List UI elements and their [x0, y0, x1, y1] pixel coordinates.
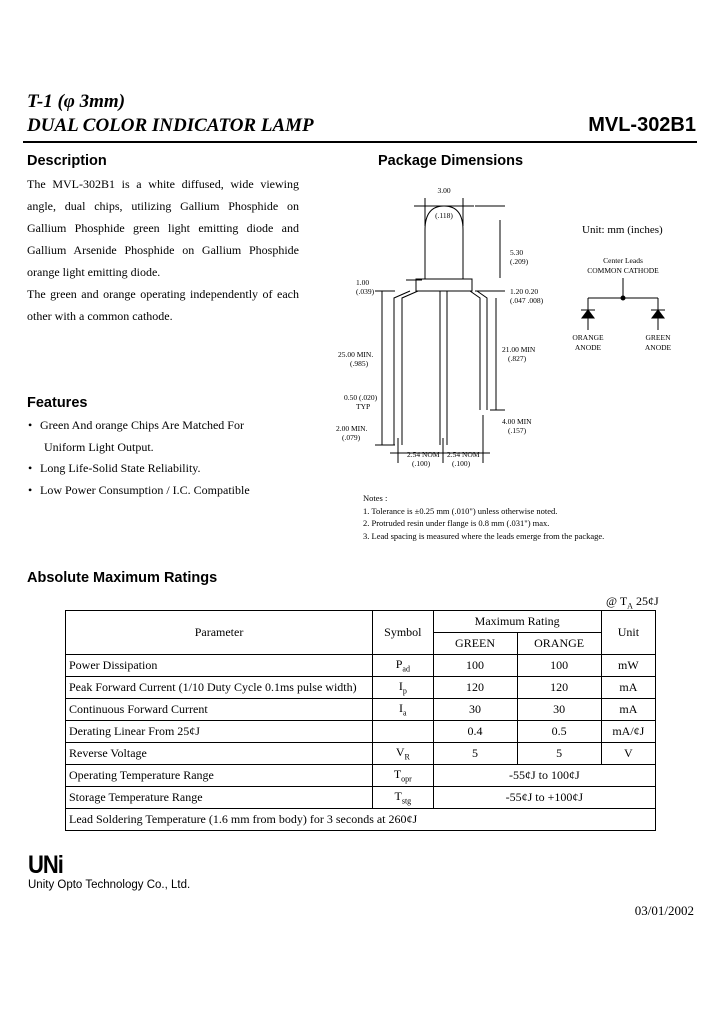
- circuit-orange-anode: ANODE: [574, 343, 602, 352]
- notes-heading: Notes :: [363, 493, 388, 503]
- cell-param: Storage Temperature Range: [66, 787, 373, 809]
- table-row: [66, 765, 656, 787]
- cell-orange: 120: [517, 677, 601, 699]
- dim-lead-min: 2.00 MIN.: [336, 424, 368, 433]
- condition-sub: A: [627, 601, 633, 611]
- green-diode-icon: [652, 310, 664, 318]
- cell-green: 100: [433, 655, 517, 677]
- dim-spacing-2-in: (.100): [452, 459, 471, 468]
- cell-unit: V: [601, 743, 655, 765]
- cell-orange: 30: [517, 699, 601, 721]
- th-green: GREEN: [433, 633, 517, 655]
- dim-flange: 1.00: [356, 278, 370, 287]
- company-logo: UNi: [28, 850, 63, 879]
- dim-lead-diff-in: (.157): [508, 426, 527, 435]
- junction-dot: [621, 296, 625, 300]
- th-orange: ORANGE: [517, 633, 601, 655]
- circuit-common-cathode: COMMON CATHODE: [587, 266, 659, 275]
- note-2: 2. Protruded resin under flange is 0.8 mm (.031") max.: [363, 518, 550, 528]
- cell-solder: Lead Soldering Temperature (1.6 mm from body) for 3 seconds at 260¢J: [66, 809, 656, 831]
- dim-lead-long-in: (.985): [350, 359, 369, 368]
- cell-green: 5: [433, 743, 517, 765]
- cell-param: Reverse Voltage: [66, 743, 373, 765]
- cell-param: Power Dissipation: [66, 655, 373, 677]
- feature-item-3: • Low Power Consumption / I.C. Compatible: [28, 480, 250, 502]
- dim-height: 5.30: [510, 248, 524, 257]
- dim-width: 3.00: [437, 186, 451, 195]
- lead-left: [402, 291, 418, 445]
- document-date: 03/01/2002: [634, 903, 694, 918]
- notes: [363, 492, 604, 542]
- circuit-green-anode: ANODE: [644, 343, 672, 352]
- cell-symbol: $T_{stg}$: [373, 787, 434, 809]
- header-rule: [23, 141, 697, 143]
- feature-item-1: • Green And orange Chips Are Matched For: [28, 415, 250, 437]
- dim-spacing-2: 2.54 NOM: [447, 450, 480, 459]
- cell-param: Continuous Forward Current: [66, 699, 373, 721]
- cell-symbol: $I_p$: [373, 677, 434, 699]
- dim-flange-in: (.039): [356, 287, 375, 296]
- lead-right: [470, 291, 480, 410]
- dim-lead-width: 0.50 (.020): [344, 393, 378, 402]
- features-list: [28, 415, 250, 501]
- dim-lead-diff: 4.00 MIN: [502, 417, 532, 426]
- cell-unit: mW: [601, 655, 655, 677]
- dim-lead-min-in: (.079): [342, 433, 361, 442]
- package-drawing: [330, 180, 700, 480]
- cell-orange: 0.5: [517, 721, 601, 743]
- cell-symbol: $V_R$: [373, 743, 434, 765]
- cell-green: 120: [433, 677, 517, 699]
- cell-symbol: $I_a$: [373, 699, 434, 721]
- note-1: 1. Tolerance is ±0.25 mm (.010") unless otherwise noted.: [363, 505, 558, 516]
- circuit-green: GREEN: [645, 333, 671, 342]
- table-row: [66, 677, 656, 699]
- cell-param: Peak Forward Current (1/10 Duty Cycle 0.1ms pulse width): [66, 677, 373, 699]
- circuit-center-leads: Center Leads: [603, 256, 643, 265]
- dim-flange-thk-in: (.047 .008): [510, 296, 544, 305]
- dim-lead-short-in: (.827): [508, 354, 527, 363]
- dim-spacing-1: 2.54 NOM: [407, 450, 440, 459]
- th-symbol: Symbol: [373, 611, 434, 655]
- cell-symbol: $T_{opr}$: [373, 765, 434, 787]
- description-paragraph-1: The MVL-302B1 is a white diffused, wide viewing angle, dual chips, utilizing Gallium Phosphide on Gallium Phosphide green light emitting diode and Gallium Arsenide Phosphide on Gallium Phosphide orange light emitting diode.: [27, 177, 299, 279]
- table-row: [66, 809, 656, 831]
- cell-orange: 5: [517, 743, 601, 765]
- cell-param: Derating Linear From 25¢J: [66, 721, 373, 743]
- dim-height-in: (.209): [510, 257, 529, 266]
- unit-label: Unit: mm (inches): [582, 224, 663, 236]
- ratings-heading: Absolute Maximum Ratings: [27, 570, 218, 586]
- description-paragraph-2: The green and orange operating independently of each other with a common cathode.: [27, 287, 299, 323]
- dim-lead-short: 21.00 MIN: [502, 345, 536, 354]
- cell-green: 30: [433, 699, 517, 721]
- orange-diode-icon: [582, 310, 594, 318]
- dim-lead-long: 25.00 MIN.: [338, 350, 374, 359]
- cell-range: -55¢J to 100¢J: [433, 765, 655, 787]
- dim-lead-width-typ: TYP: [356, 402, 371, 411]
- dim-flange-thk: 1.20 0.20: [510, 287, 539, 296]
- cell-param: Operating Temperature Range: [66, 765, 373, 787]
- dim-spacing-1-in: (.100): [412, 459, 431, 468]
- table-row: [66, 699, 656, 721]
- cell-symbol: $P_{ad}$: [373, 655, 434, 677]
- th-max-rating: Maximum Rating: [433, 611, 601, 633]
- table-row: [66, 787, 656, 809]
- cell-symbol: [373, 721, 434, 743]
- table-row: [66, 721, 656, 743]
- cell-green: 0.4: [433, 721, 517, 743]
- condition-prefix: @ T: [606, 594, 628, 608]
- feature-item-2: • Long Life-Solid State Reliability.: [28, 458, 250, 480]
- cell-unit: mA: [601, 699, 655, 721]
- th-parameter: Parameter: [66, 611, 373, 655]
- dim-width-in: (.118): [435, 211, 453, 220]
- title-line-2: DUAL COLOR INDICATOR LAMP: [27, 115, 314, 136]
- cell-range: -55¢J to +100¢J: [433, 787, 655, 809]
- cell-unit: mA/¢J: [601, 721, 655, 743]
- description-text: [27, 173, 299, 327]
- title-line-1: T-1 (φ 3mm): [27, 91, 126, 112]
- condition-value: 25¢J: [635, 594, 659, 608]
- circuit-orange: ORANGE: [572, 333, 604, 342]
- package-heading: Package Dimensions: [378, 153, 524, 169]
- feature-item-1-continuation: Uniform Light Output.: [44, 439, 154, 454]
- th-unit: Unit: [601, 611, 655, 655]
- cell-orange: 100: [517, 655, 601, 677]
- note-3: 3. Lead spacing is measured where the leads emerge from the package.: [363, 530, 605, 541]
- features-heading: Features: [27, 395, 88, 411]
- ratings-table: [65, 610, 656, 831]
- cell-unit: mA: [601, 677, 655, 699]
- description-heading: Description: [27, 153, 107, 169]
- table-row: [66, 743, 656, 765]
- part-number: MVL-302B1: [588, 114, 696, 136]
- company-name: Unity Opto Technology Co., Ltd.: [28, 879, 191, 891]
- ratings-condition: [606, 594, 659, 610]
- table-row: [66, 655, 656, 677]
- led-flange: [416, 279, 472, 291]
